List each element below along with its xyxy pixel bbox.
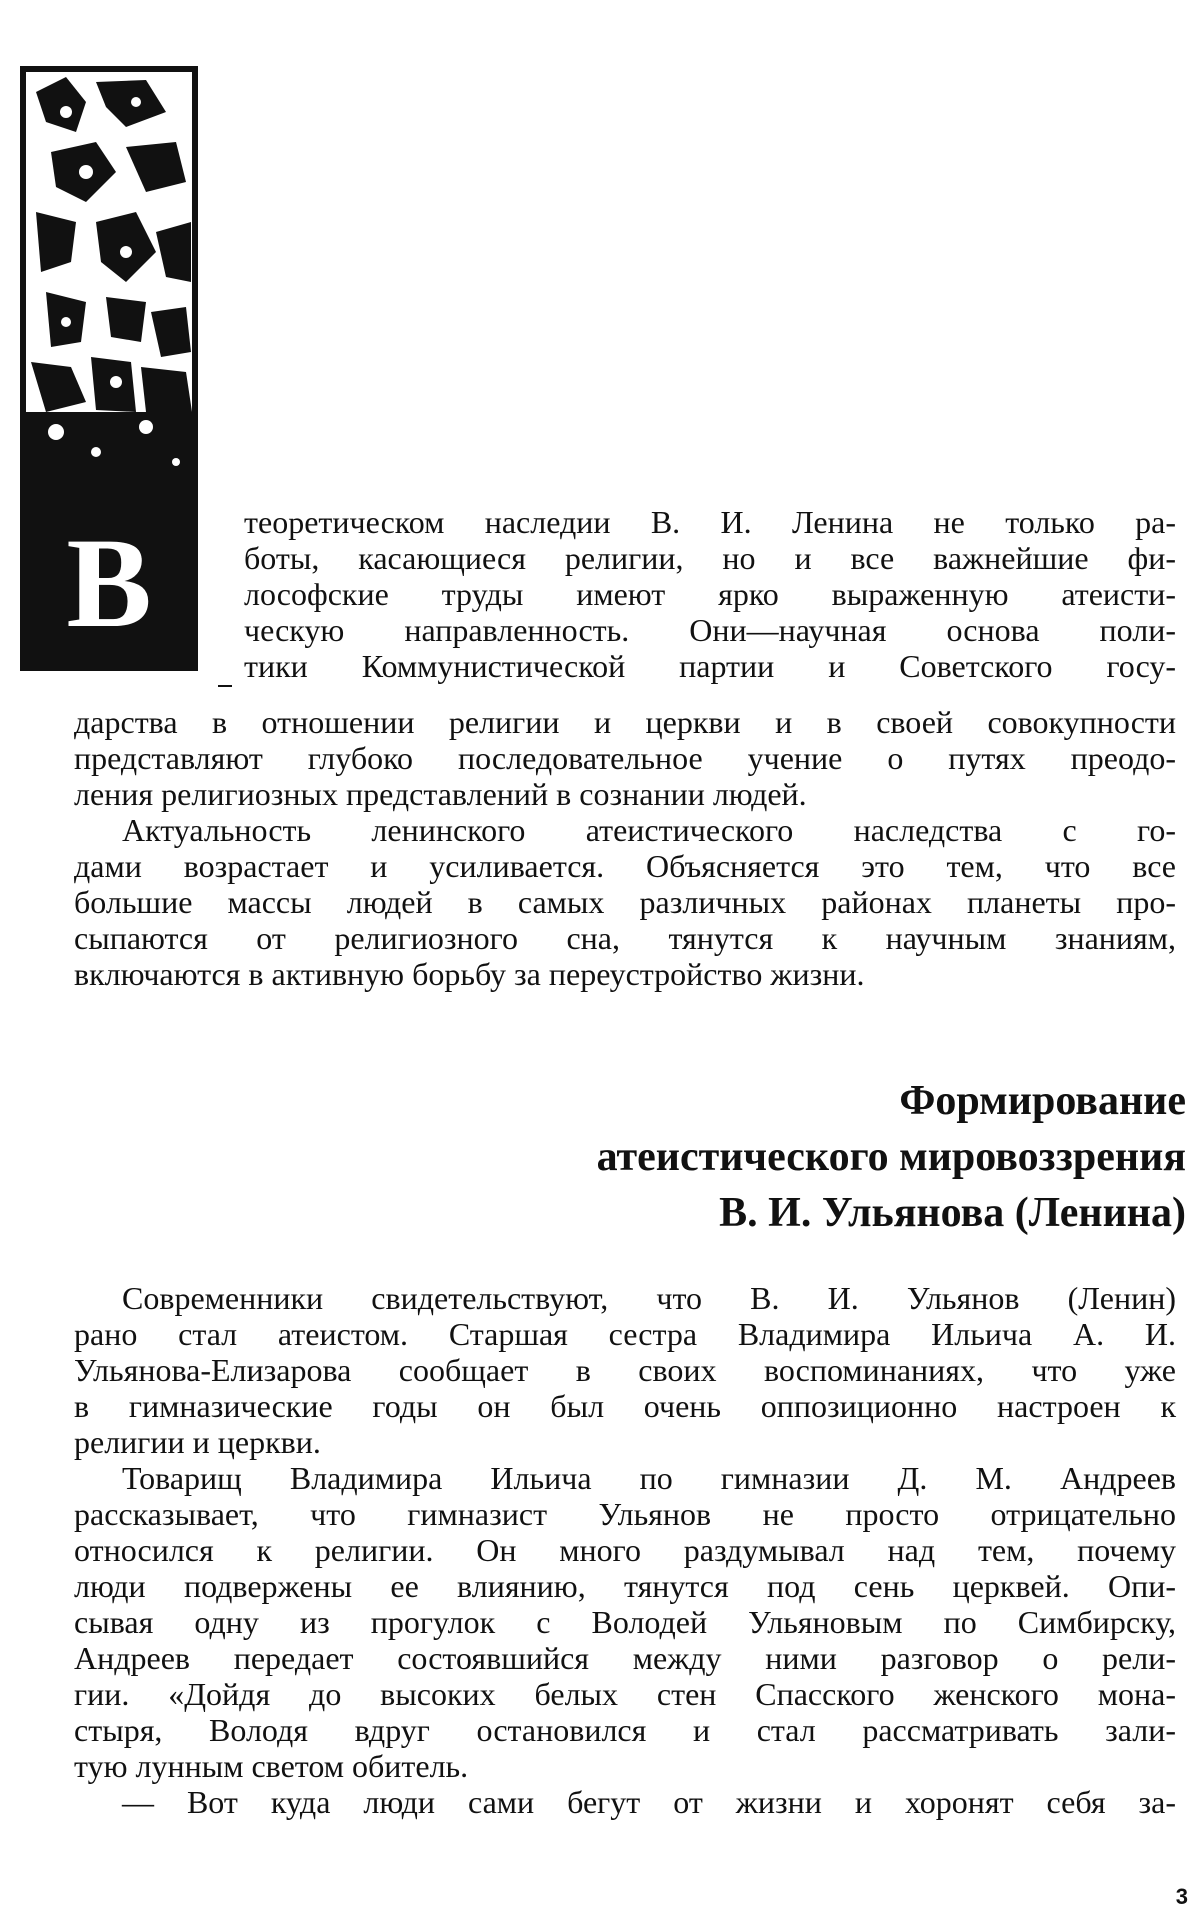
heading-line: Формирование — [899, 1078, 1186, 1124]
text-line: дами возрастает и усиливается. Объясняется это тем, что все — [74, 848, 1176, 884]
drop-cap-letter: В — [66, 512, 152, 654]
text-line: лософские труды имеют ярко выраженную атеисти- — [244, 576, 1176, 612]
intro-indented-lines — [244, 504, 1176, 684]
paragraph — [74, 1784, 1176, 1820]
paragraph-actuality — [74, 812, 1176, 992]
paragraph — [74, 1280, 1176, 1460]
text-line: включаются в активную борьбу за переустройство жизни. — [74, 956, 865, 992]
text-line: Ульянова-Елизарова сообщает в своих воспоминаниях, что уже — [74, 1352, 1176, 1388]
text-line: представляют глубоко последовательное учение о путях преодо- — [74, 740, 1176, 776]
text-line: тую лунным светом обитель. — [74, 1748, 469, 1784]
text-line: большие массы людей в самых различных районах планеты про- — [74, 884, 1176, 920]
text-line: религии и церкви. — [74, 1424, 321, 1460]
text-line: теоретическом наследии В. И. Ленина не только ра- — [244, 504, 1176, 540]
text-line: относился к религии. Он много раздумывал над тем, почему — [74, 1532, 1176, 1568]
text-line: сывая одну из прогулок с Володей Ульяновым по Симбирску, — [74, 1604, 1176, 1640]
text-line: гии. «Дойдя до высоких белых стен Спасского женского мона- — [74, 1676, 1176, 1712]
text-line: тики Коммунистической партии и Советского госу- — [244, 648, 1176, 684]
text-line: Актуальность ленинского атеистического наследства с го- — [122, 812, 1176, 848]
text-line: дарства в отношении религии и церкви и в своей совокупности — [74, 704, 1176, 740]
text-line: ческую направленность. Они—научная основа поли- — [244, 612, 1176, 648]
text-line: в гимназические годы он был очень оппозиционно настроен к — [74, 1388, 1176, 1424]
text-line: Товарищ Владимира Ильича по гимназии Д. М. Андреев — [122, 1460, 1176, 1496]
text-line: рассказывает, что гимназист Ульянов не просто отрицательно — [74, 1496, 1176, 1532]
text-line: люди подвержены ее влиянию, тянутся под сень церквей. Опи- — [74, 1568, 1176, 1604]
text-line: рано стал атеистом. Старшая сестра Владимира Ильича А. И. — [74, 1316, 1176, 1352]
heading-line: атеистического мировоззрения — [596, 1134, 1186, 1180]
page-number: 3 — [1175, 1884, 1188, 1909]
text-line: сыпаются от религиозного сна, тянутся к научным знаниям, — [74, 920, 1176, 956]
line-mark — [218, 685, 232, 687]
section-heading — [597, 1073, 1186, 1241]
text-line: Современники свидетельствуют, что В. И. Ульянов (Ленин) — [122, 1280, 1176, 1316]
text-line: стыря, Володя вдруг остановился и стал рассматривать зали- — [74, 1712, 1176, 1748]
text-line: боты, касающиеся религии, но и все важнейшие фи- — [244, 540, 1176, 576]
drop-cap-ornament — [20, 66, 198, 671]
text-line: — Вот куда люди сами бегут от жизни и хоронят себя за- — [122, 1784, 1176, 1820]
intro-full-lines — [74, 704, 1176, 812]
text-line: ления религиозных представлений в сознании людей. — [74, 776, 807, 812]
text-line: Андреев передает состоявшийся между ними разговор о рели- — [74, 1640, 1176, 1676]
body-text — [74, 1280, 1176, 1820]
paragraph — [74, 1460, 1176, 1784]
heading-line: В. И. Ульянова (Ленина) — [719, 1190, 1186, 1236]
